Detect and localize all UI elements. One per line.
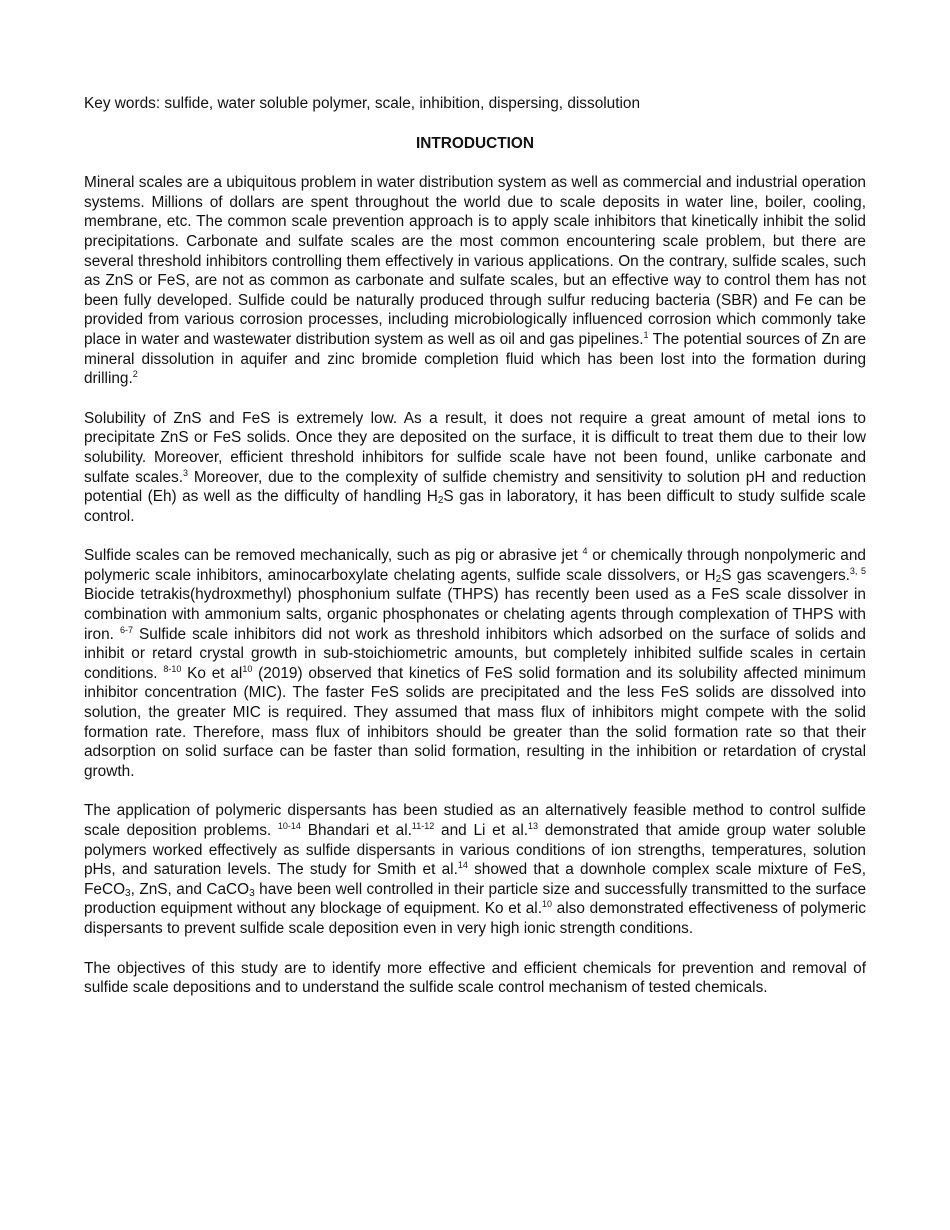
citation-superscript: 10 [541,899,552,910]
subscript: 3 [125,887,131,899]
p3-text-b: or chemically through nonpolymeric and polymeric scale inhibitors, aminocarboxylate chelating agents, sulfide scale dissolvers, or H [84,547,866,584]
p3-text-d: Biocide tetrakis(hydroxmethyl) phosphonium sulfate (THPS) has recently been used as a FeS scale dissolver in combination with ammonium salts, organic phosphonates or chelating agents through complexation of THPS with iron. [84,586,866,643]
p2-text-b: Moreover, due to the complexity of sulfide chemistry and sensitivity to solution pH and reduction potential (Eh) as well as the difficulty of handling H [84,468,866,506]
citation-superscript: 1 [643,329,649,340]
paragraph-1 [84,173,866,389]
p4-text-f: , ZnS, and CaCO [130,880,250,898]
paragraph-4 [84,801,866,938]
p2-text-a: Solubility of ZnS and FeS is extremely low. As a result, it does not require a great amount of metal ions to precipitate ZnS or FeS solids. Once they are deposited on the surface, it is difficult to treat them due to their low solubility. Moreover, efficient threshold inhibitors for sulfide scale have not been found, unlike carbonate and sulfate scales. [84,409,866,486]
citation-superscript: 6-7 [119,624,133,635]
keywords-line: Key words: sulfide, water soluble polymer, scale, inhibition, dispersing, dissolution [84,95,641,112]
document-page [84,94,866,1018]
subscript: 2 [437,495,444,507]
p4-text-g: have been well controlled in their particle size and successfully transmitted to the surface production equipment without any blockage of equipment. Ko et al. [84,880,866,918]
p4-text-h: also demonstrated effectiveness of polymeric dispersants to prevent sulfide scale deposition even in very high ionic strength conditions. [84,900,866,937]
p4-text-c: and Li et al. [434,822,529,839]
p4-text-e: showed that a downhole complex scale mixture of FeS, FeCO [84,861,866,898]
p3-text-a: Sulfide scales can be removed mechanically, such as pig or abrasive jet [84,547,583,565]
p4-text-a: The application of polymeric dispersants has been studied as an alternatively feasible method to control sulfide scale deposition problems. [84,802,866,839]
p2-text-c: S gas in laboratory, it has been difficult to study sulfide scale control. [84,488,866,525]
paragraph-3 [84,546,866,781]
citation-superscript: 2 [132,369,138,380]
p4-text-b: Bhandari et al. [300,822,412,839]
citation-superscript: 8-10 [163,663,182,674]
citation-superscript: 3, 5 [849,565,866,576]
p3-text-g: (2019) observed that kinetics of FeS solid formation and its solubility affected minimum inhibitor concentration (MIC). The faster FeS solids are precipitated and the less FeS solids are dissolved into solution, the greater MIC is required. They assumed that mass flux of inhibitors might compete with the solid formation rate. Therefore, mass flux of inhibitors should be greater than the solid formation rate so that their adsorption on solid surface can be faster than solid formation, resulting in the inhibition or retardation of crystal growth. [84,664,867,780]
p4-text-d: demonstrated that amide group water soluble polymers worked effectively as sulfide dispersants in various conditions of ion strengths, temperatures, solution pHs, and saturation levels. The study for Smith et al. [84,822,866,879]
citation-superscript: 3 [183,467,189,478]
p3-text-e: Sulfide scale inhibitors did not work as threshold inhibitors which adsorbed on the surface of solids and inhibit or retard crystal growth in sub-stoichiometric amounts, but completely inhibited sulfide scales in certain conditions. [84,625,866,682]
paragraph-5: The objectives of this study are to identify more effective and efficient chemicals for prevention and removal of sulfide scale depositions and to understand the sulfide scale control mechanism of tested chemicals. [84,959,866,997]
introduction-heading: INTRODUCTION [416,134,534,152]
subscript: 3 [249,887,255,899]
citation-superscript: 10-14 [277,821,301,831]
citation-superscript: 10 [242,663,253,674]
subscript: 2 [715,573,722,585]
paragraph-2 [84,409,866,527]
p3-text-f: Ko et al [181,664,243,682]
p3-text-c: S gas scavengers. [721,566,850,584]
citation-superscript: 4 [582,546,588,557]
citation-superscript: 13 [528,821,539,831]
p1-text-a: Mineral scales are a ubiquitous problem in water distribution system as well as commercial and industrial operation systems. Millions of dollars are spent throughout the world due to scale deposits in water line, boiler, cooling, membrane, etc. The common scale prevention approach is to apply scale inhibitors that kinetically inhibit the solid precipitations. Carbonate and sulfate scales are the most common encountering scale problem, but there are several threshold inhibitors controlling them effectively in various applications. On the contrary, sulfide scales, such as ZnS or FeS, are not as common as carbonate and sulfate scales, but an effective way to control them has not been fully developed. Sulfide could be naturally produced through sulfur reducing bacteria (SBR) and Fe can be provided from various corrosion processes, including microbiologically influenced corrosion which commonly take place in water and wastewater distribution system as well as oil and gas pipelines. [84,174,866,348]
p1-text-b: The potential sources of Zn are mineral dissolution in aquifer and zinc bromide completion fluid which has been lost into the formation during drilling. [84,330,866,388]
citation-superscript: 14 [457,860,468,871]
citation-superscript: 11-12 [411,821,435,831]
section-heading [84,134,866,154]
